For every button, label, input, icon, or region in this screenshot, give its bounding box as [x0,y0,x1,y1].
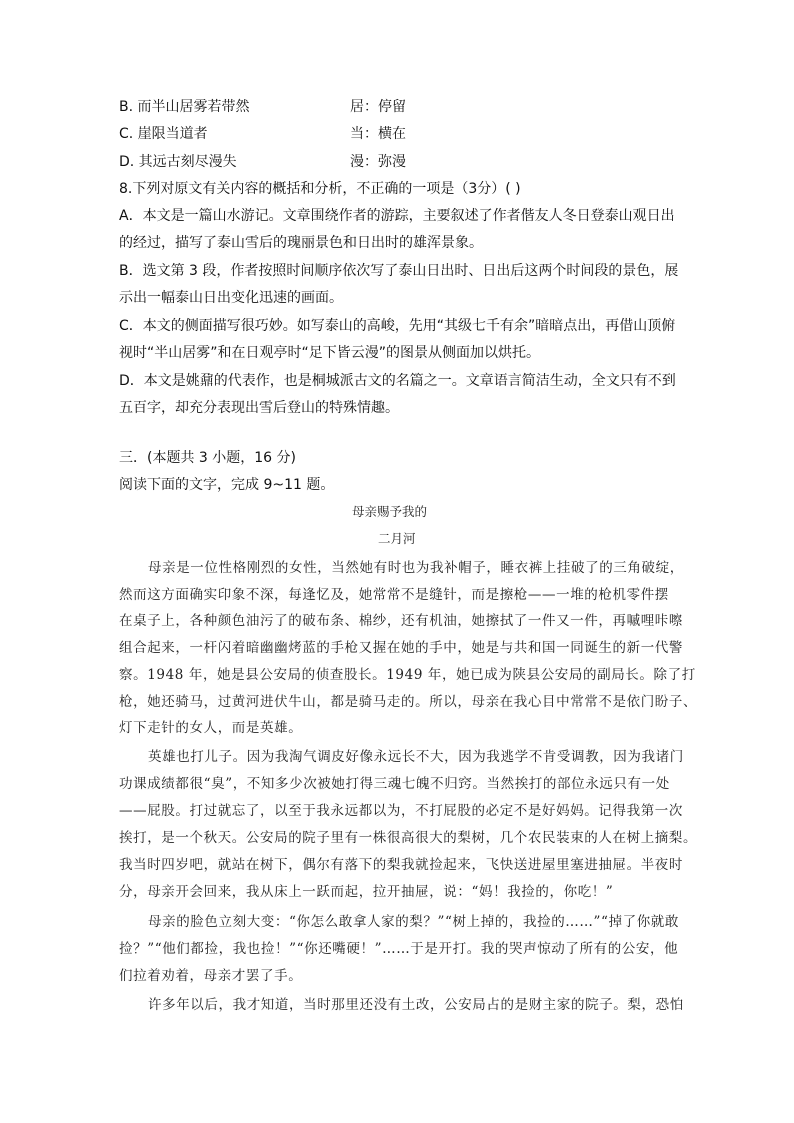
option-d-meaning: 漫：弥漫 [350,154,406,170]
section-instruction: 阅读下面的文字，完成 9~11 题。 [119,477,335,493]
question-8-line: A．本文是一篇山水游记。文章围绕作者的游踪，主要叙述了作者偕友人冬日登泰山观日出 [119,208,675,224]
article-line: 然而这方面确实印象不深，每逢忆及，她常常不是缝针，而是擦枪——一堆的枪机零件摆 [119,587,669,603]
section-heading: 三．(本题共 3 小题，16 分) [119,450,296,466]
option-d-text: D. 其远古刻尽漫失 [119,154,237,170]
article-line: 灯下走针的女人，而是英雄。 [119,720,303,736]
article-line: 组合起来，一杆闪着暗幽幽烤蓝的手枪又握在她的手中，她是与共和国一同诞生的新一代警 [119,640,683,656]
article-line: 分，母亲开会回来，我从床上一跃而起，拉开抽屉，说：“妈！我捡的，你吃！” [119,884,614,900]
option-b-text: B. 而半山居雾若带然 [119,99,250,115]
article-author: 二月河 [378,531,416,546]
article-line: 捡？”“他们都捡，我也捡！”“你还嘴硬！”……于是开打。我的哭声惊动了所有的公安，他 [119,941,679,957]
article-line: 察。1948 年，她是县公安局的侦查股长。1949 年，她已成为陕县公安局的副局长。除了打 [119,667,696,683]
article-line: 枪，她还骑马，过黄河进伏牛山，都是骑马走的。所以，母亲在我心目中常常不是依门盼子、 [119,694,698,710]
question-8-line: 的经过，描写了泰山雪后的瑰丽景色和日出时的雄浑景象。 [119,235,483,251]
article-line: 挨打，是一个秋天。公安局的院子里有一株很高很大的梨树，几个农民装束的人在树上摘梨。 [119,830,698,846]
article-line: 英雄也打儿子。因为我淘气调皮好像永远长不大，因为我逃学不肯受调教，因为我诸门 [148,749,684,765]
article-title: 母亲赐予我的 [352,504,428,519]
option-c-meaning: 当：横在 [350,126,406,142]
question-8-line: 视时“半山居雾”和在日观亭时“足下皆云漫”的图景从侧面加以烘托。 [119,345,541,361]
article-line: 许多年以后，我才知道，当时那里还没有土改，公安局占的是财主家的院子。梨，恐怕 [148,997,684,1013]
option-c-text: C. 崖限当道者 [119,126,208,142]
article-line: ——屁股。打过就忘了，以至于我永远都以为，不打屁股的必定不是好妈妈。记得我第一次 [119,803,683,819]
question-8-line: C．本文的侧面描写很巧妙。如写泰山的高峻，先用“其级七千有余”暗暗点出，再借山顶俯 [119,318,676,334]
question-8-line: D．本文是姚鼐的代表作，也是桐城派古文的名篇之一。文章语言简洁生动，全文只有不到 [119,373,676,389]
question-8-stem: 8.下列对原文有关内容的概括和分析，不正确的一项是（3分）( ) [119,181,521,197]
article-line: 们拉着劝着，母亲才罢了手。 [119,968,303,984]
question-8-line: 五百字，却充分表现出雪后登山的特殊情趣。 [119,400,399,416]
article-line: 功课成绩都很“臭”，不知多少次被她打得三魂七魄不归窍。当然挨打的部位永远只有一处 [119,776,670,792]
question-8-line: 示出一幅泰山日出变化迅速的画面。 [119,290,343,306]
question-8-line: B．选文第 3 段，作者按照时间顺序依次写了泰山日出时、日出后这两个时间段的景色，展 [119,263,679,279]
option-b-meaning: 居：停留 [350,99,406,115]
article-line: 我当时四岁吧，就站在树下，偶尔有落下的梨我就捡起来，飞快送进屋里塞进抽屉。半夜时 [119,857,683,873]
article-line: 母亲是一位性格刚烈的女性，当然她有时也为我补帽子，睡衣裤上挂破了的三角破绽， [148,560,684,576]
article-line: 在桌子上，各种颜色油污了的破布条、棉纱，还有机油，她擦拭了一件又一件，再嘁哩咔嚓 [119,613,683,629]
article-line: 母亲的脸色立刻大变：“你怎么敢拿人家的梨？”“树上掉的，我捡的……”“掉了你就敢 [148,914,680,930]
